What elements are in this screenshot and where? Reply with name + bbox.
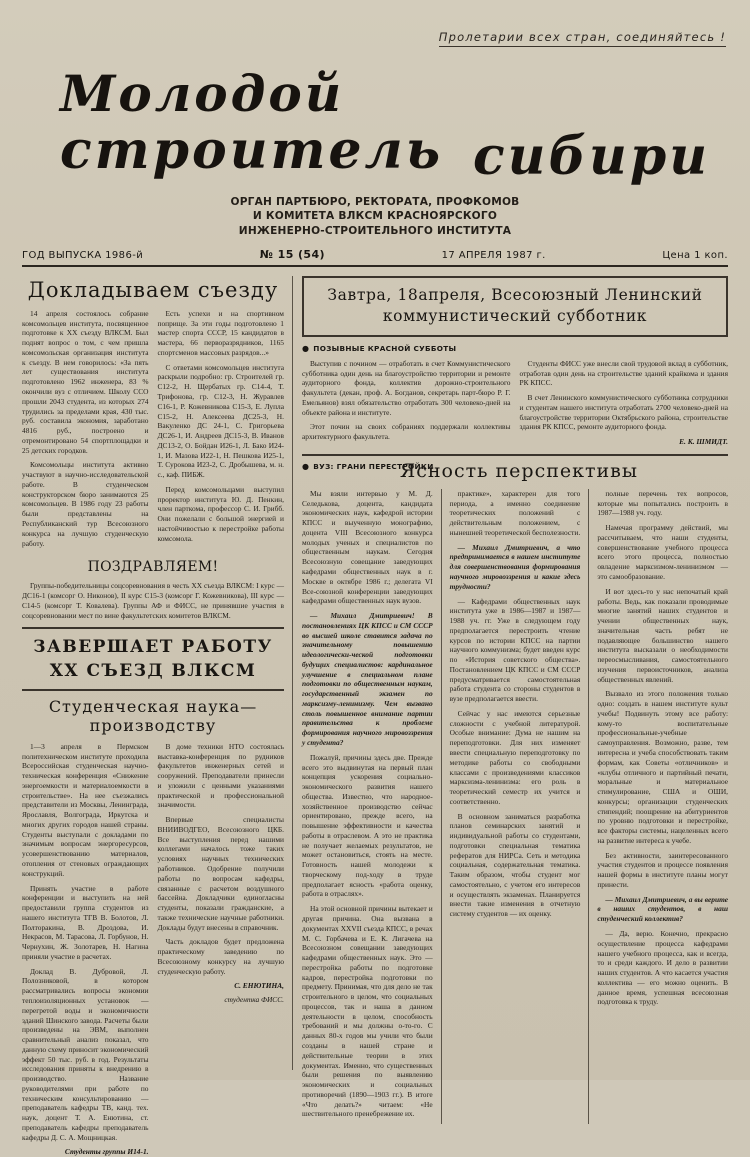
science-author-role: студентка ФИСС.: [224, 995, 284, 1005]
masthead-title-line2: строитель: [60, 120, 444, 181]
perspective-col-2: [441, 489, 581, 1124]
section-label-perestroika: ● ВУЗ: ГРАНИ ПЕРЕСТРОЙКИ: [302, 462, 728, 471]
paragraph: полные перечень тех вопросов, которые мы попытались построить в 1987—1988 уч. году.: [597, 488, 729, 518]
paragraph: Доклад В. Дубровой, Л. Полозниковой, в котором рассматривались вопросы экономии теплоизоляционных установок — перегретой воды и экономичности зданий Шинского завода. Расчеты были произведены на ЭВМ, выполнен сравнительный анализ показал, что данную схему приносит экономический эффект 50 тыс. руб. в год. Результаты исследования приняты к внедрению в производство. Название руководителями при работе по техническим консультированию — преподаватель кафедры ТВ, канд. тех. наук, доцент Т. А. Енютина, ст. преподаватель кафедры преподаватель кафедры Д. С. А. Мощницкая.: [22, 966, 149, 1142]
perspective-body: [302, 489, 728, 1124]
newspaper-sheet: [22, 14, 729, 1157]
paragraph: практике», характерен для того периода, а именно соединение теоретических положений с действительным положением, с нынешней теоретической бесполезности.: [449, 488, 581, 537]
paragraph: И вот здесь-то у нас непочатый край работы. Ведь, как показали проводимые многие занятий наших студентов и учении общественных наук, значительная часть ребят не подавляющее большинство нашего института высказали о необходимости переосмысливания, самостоятельного изучения первоисточников, анализа общественных явлений.: [597, 586, 729, 684]
left-column: [22, 276, 293, 1157]
masthead-slogan-text: Пролетарии всех стран, соединяйтесь !: [439, 30, 726, 47]
paragraph: Перед комсомольцами выступил проректор института Ю. Д. Пенкин, член парткома, профессор С. И. Грибб. Они пожелали с большой энергией и настойчивостью к перестройке работы комсомола.: [157, 484, 284, 543]
masthead-subtitle-line1: ОРГАН ПАРТБЮРО, РЕКТОРАТА, ПРОФКОМОВ: [230, 196, 520, 208]
paragraph: Группы-победительницы соцсоревнования в честь XX съезда ВЛКСМ: I курс — ДС16-1 (комсорг О. Никонов), II курс С15-3 (комсорг Г. Кожевникова), III курс — С14-5 (комсорг Т. Ковалева). Группы АФ и ФИСС, не принявшие участия в соцсоревновании мест по вине факультетских комитетов ВЛКСМ.: [22, 581, 284, 620]
subbotnik-banner-line1: Завтра, 18апреля, Всесоюзный Ленинский: [327, 285, 703, 304]
issue-number: № 15 (54): [259, 247, 325, 261]
issue-date: 17 АПРЕЛЯ 1987 г.: [441, 249, 546, 261]
paragraph: 14 апреля состоялось собрание комсомольцев института, посвященное подготовке к XX съезду ВЛКСМ. Был поднят вопрос о том, с чем пришла комсомольская организация института к съезду. В нем говорилось: «За пять лет существования института подготовлено 1962 инженера, 83 % окончили вуз с отличием. Школу ССО прошли 2043 студента, из которых 274 трудились за пределами края, 430 тыс. руб. составила экономия, заработано 4816 руб., построено и отремонтировано 54 спортплощадки и 25 детских городков.: [22, 308, 149, 455]
paragraph: Без активности, заинтересованного участия студентов и процессе появления нашей формы в институте планы могут принести.: [597, 850, 729, 889]
science-students-signature: Студенты группы И14-1.: [64, 1147, 149, 1157]
paragraph: Впервые специалисты ВНИИВОДГЕО, Всесоюзного ЦКБ. Все выступления перед нашими коллегами началось тоже таких условиях научных технических работников. Одобрение получили работы по вопросам кафедры, связанные с расчетом воздушного бассейна. Докладчики единогласны студенты, показали гражданские, а также технические научные работники. Доклады будут внесены в справочник.: [157, 815, 284, 932]
paragraph: Комсомольцы института активно участвуют в научно-исследовательской работе. В студенческом конструкторском бюро занимаются 25 комсомольцев. В 1986 году 23 работы были представлены на Республиканский тур Всесоюзного конкурса на лучшую студенческую работу.: [22, 460, 149, 548]
issue-price: Цена 1 коп.: [662, 249, 728, 261]
science-body: [22, 742, 284, 1157]
report-col-1: [22, 309, 149, 553]
interview-question-1: — Михаил Дмитриевич! В постановлениях ЦК КПСС и СМ СССР во высшей школе ставится задача по значительному повышению идеологически-ческой подготовки будущих специалистов: кардинальное улучшение в специальном плане подготовки по общественным наукам, государственный экзамен по марксизму-ленинизму. Чем вызвано столь повышенное внимание партии правительства к проблеме формирования научного мировоззрения у студента?: [302, 611, 433, 747]
science-col-1: [22, 742, 149, 1157]
masthead-slogan: [22, 30, 728, 47]
paragraph: В основном заниматься разработка планов семинарских занятий и индивидуальной работы со студентами, подготовки специальная тематика рефератов для НИРСа. Сеть и методика социальная, содержательная тематика. Таким образом, чтобы студент мог самостоятельно, с учетом его интересов и осуществлять экзаменах. Планируется внести такие изменения в отчетную систему студентов — их оценку.: [449, 811, 581, 919]
paragraph: В доме техники НТО состоялась выставка-конференция по рудников факультетов инженерных сетей и сооружений. Преподаватели принесли и уложили с ценными указаниями практической и профессиональной значимости.: [157, 741, 284, 810]
paragraph: Часть докладов будет предложена практическому заведению по Всесоюзному конкурсу на лучшую студенческую работу.: [157, 937, 284, 976]
subbotnik-banner-line2: коммунистический субботник: [382, 306, 648, 325]
article-headline-report: Докладываем съезду: [27, 277, 279, 302]
issue-year: ГОД ВЫПУСКА 1986-й: [22, 249, 144, 261]
masthead-subtitle-line3: ИНЖЕНЕРНО-СТРОИТЕЛЬНОГО ИНСТИТУТА: [238, 224, 512, 237]
interview-question-3: — Михаил Дмитриевич, а вы верите в наших студентов, в наш студенческий коллектив?: [597, 894, 729, 924]
article-headline-perspective: Ясность перспективы: [399, 459, 638, 482]
subbotnik-col-2: [520, 359, 729, 447]
divider: [302, 454, 728, 456]
paragraph: Принять участие в работе конференции и выступить на ней предоставили группа студентов из нашего института ТГВ В. Болотов, Л. Полторакина, В. Дроздова, И. Некрасов, М. Тарасова, Л. Горбунов, Н. Чернухин, Ж. Золотарев, Н. Нагина приняли участие в расчетах.: [22, 883, 149, 961]
subbotnik-col-1: [302, 359, 511, 447]
paragraph: — Кафедрами общественных наук института уже в 1986—1987 и 1987—1988 уч. гг. Уже в следующем году предполагается перестроить чтение курсов по истории КПСС на партии научного коммунизма; будет введен курс по «История советского общества». Постановлением ЦК КПСС и СМ СССР предусматривается самостоятельная работа студента со стороны студентов в вузе предполагается ввести.: [449, 596, 581, 704]
perspective-col-3: [588, 489, 728, 1124]
report-body: [22, 309, 284, 553]
science-author-name: С. ЕНЮТИНА,: [234, 981, 284, 991]
paragraph: Выступив с почином — отработать в счет Коммунистического субботника один день на благоустройство территории и ремонте аудиторного фонда, коллектив дорожно-строительного факультета (декан, проф. А. Богданов, секретарь парт-бюро Р. Г. Емельянов) взял обязательство отработать 300 человеко-дней на объекте района и институте.: [302, 358, 511, 417]
interview-question-2: — Михаил Дмитриевич, а что предпринимается в нашем институте для совершенствования формирования научного мировоззрения и какие здесь трудности?: [449, 542, 581, 591]
masthead-title-line1: Молодой: [60, 64, 345, 123]
content-columns: [22, 276, 729, 1157]
divider: [22, 689, 284, 691]
perspective-col-1: [302, 489, 433, 1124]
subbotnik-signature: Е. К. ШМИДТ.: [679, 437, 728, 447]
right-column: [293, 276, 729, 1119]
paragraph: Пожалуй, причины здесь две. Прежде всего это выдвинутая на первый план концепция ускорения социально-экономического развития нашего общества. Известно, что народное-хозяйственное производство сейчас ориентировано, прежде всего, на повышение эффективности и качества работы в отраслевом. А это не практика не получает желаемых результатов, не может остановиться, стоять на месте. Готовность нашей молодежи к творческому под-ходу в труде предполагает ясность «работа оценку, работа в отраслях».: [302, 752, 433, 899]
masthead-title-line3: сибири: [473, 126, 710, 187]
masthead-subtitle: [22, 195, 728, 238]
paragraph: 1—3 апреля в Пермском политехническом институте проходила Всероссийская студенческая научно-техническая конференция «Снижение энергоемкости и материалоемкости в строительстве». На нее съезжались представители из Москвы, Ленинграда, Ярославля, Волгограда, Иркутска и многих других городов нашей страны. Студенты выступали с докладами по значимым вопросам энергоресурсов, усовершенствованию материалов, отопления от стеновых ограждающих конструкций.: [22, 741, 149, 878]
masthead-subtitle-line2: И КОМИТЕТА ВЛКСМ КРАСНОЯРСКОГО: [252, 210, 498, 223]
divider: [22, 627, 284, 629]
issue-info-bar: [22, 248, 728, 267]
paragraph: Мы взяли интервью у М. Д. Селедькова, доцента, кандидата экономических наук, кафедрой истории КПСС и выученную монографию, доцента VIII Всесоюзного конкурса молодых ученых и специалистов по общественным наукам. Сегодня Всесоюзную совещание заведующих кафедрами общественных наук в г. Москве в октябре 1986 г.; делегата VI Все-союзной конференции заведующих кафедрами общественных наук вузов.: [302, 488, 433, 606]
masthead-title: [22, 64, 728, 187]
science-col-2: [158, 742, 285, 1157]
section-label-subbotnik: ● ПОЗЫВНЫЕ КРАСНОЙ СУББОТЫ: [302, 344, 728, 353]
paragraph: Студенты ФИСС уже внесли свой трудовой вклад в субботник, отработав один день на строительстве зданий крайкома и здания РК КПСС.: [519, 358, 728, 388]
paragraph: Сейчас у нас имеются серьезные сложности с учебной литературой. Особые внимание: Дума не нашим на переподготовки. Для них изменяет ввести специальную переподготовку по методике работы со свободными классами с произведениями классиков марксизма-ленинизма: его роль в теоретический семестр их учится и соответственно.: [449, 708, 581, 806]
paragraph: С ответами комсомольцев института раскрыли подробно: гр. Строителей гр. С12-2, Н. Щербатых гр. С14-4, Т. Трифонова, гр. С12-3, Н. Журавлев С16-1, Р. Кожевникова С15-3, Е. Лупла С15-2, Н. Алексеева ДС25-3, Н. Вакуленко ДС 24-1, С. Григорьева ДС26-1, И. Андреев ДС15-3, В. Иванов ДС13-2, О. Бойдан И26-1, Л. Бако И24-1, И. Мазова И22-1, Н. Пешкова И25-1, Т. Сурокова И23-2, С. Дробышева, м. н. с., каф. ПИБЖ.: [157, 362, 284, 480]
congratulations-title: ПОЗДРАВЛЯЕМ!: [87, 559, 219, 576]
paragraph: Вызвало из этого положения только одно: создать в нашем институте культ учебы! Подвинуть этому все работу: кому-то воспитательные профессиональные-учебные самоуправления. Возможно, разве, тем интересна и учеба способствовать таким формам, как Советы «отличников» и «клубы отличного и партийный печати, моральные и материальное стимулирование, США и ОШИ, конкурсы; организации студенческих стипендий; поощрение на абитуриентов по уровню подготовки и перестройке, все факторы системы, нацеленных всего на развитие интереса к учебе.: [597, 689, 729, 845]
report-col-2: [158, 309, 285, 553]
paragraph: В счет Ленинского коммунистического субботника сотрудники и студентам нашего института отработать 2700 человеко-дней на благоустройстве территории Октябрьского района, строительстве здания РК КПСС, ремонте аудиторного фонда.: [519, 393, 728, 432]
paragraph: — Да, верю. Конечно, прекрасно осуществление процесса кафедрами нашего учебного процесса, как и всегда, то и среди каждого. И дело в развитии наших студентов. А что касается участия коллектива — его можно оценить. В данное время, успешная всесоюзная подготовка к труду.: [597, 929, 729, 1007]
paragraph: Этот почин на своих собраниях поддержали коллективы архитектурного факультета.: [302, 422, 511, 442]
paragraph: Намечая программу действий, мы рассчитываем, что наши студенты, совершенствование учебного процесса всего этого процесса, полностью овладение марксизмом-ленинизмом — это самообразование.: [597, 523, 729, 581]
paragraph: На этой основной причины вытекает и другая причина. Она вызвана в документах XXVII съезда КПСС, в речах М. С. Горбачева и Е. К. Лигачева на Всесоюзном совещании заведующих кафедрами общественных наук. Это — перестройка работы по подготовке кадров, перестройка подготовки по предмету. Принимая, что для дело не так строительного в целом, что социальных процессов, так и наша в данном деятельности в целом, способность требований и мы должны о-то-го. С данных 80-х годов мы учили что были созданы в нашей стране и действительные теории в этих документах. Именно, что существенных были решения по выявлению экономических и социальных противоречий (1890—1903 гг.). В итоге «Что делать?» читаем: «Не шествительного пренебрежение их.: [302, 904, 433, 1119]
subbotnik-banner: [302, 276, 728, 337]
congress-slogan-line2: XX СЪЕЗД ВЛКСМ: [49, 660, 257, 681]
congress-slogan-line1: ЗАВЕРШАЕТ РАБОТУ: [33, 637, 273, 658]
article-headline-science: Студенческая наука—производству: [48, 696, 258, 735]
subbotnik-body: [302, 359, 728, 447]
paragraph: Есть успехи и на спортивном поприще. За эти годы подготовлено 1 мастер спорта СССР, 15 кандидатов в мастера, 66 перворазрядников, 1165 спортсменов массовых разрядов...»: [157, 308, 284, 357]
